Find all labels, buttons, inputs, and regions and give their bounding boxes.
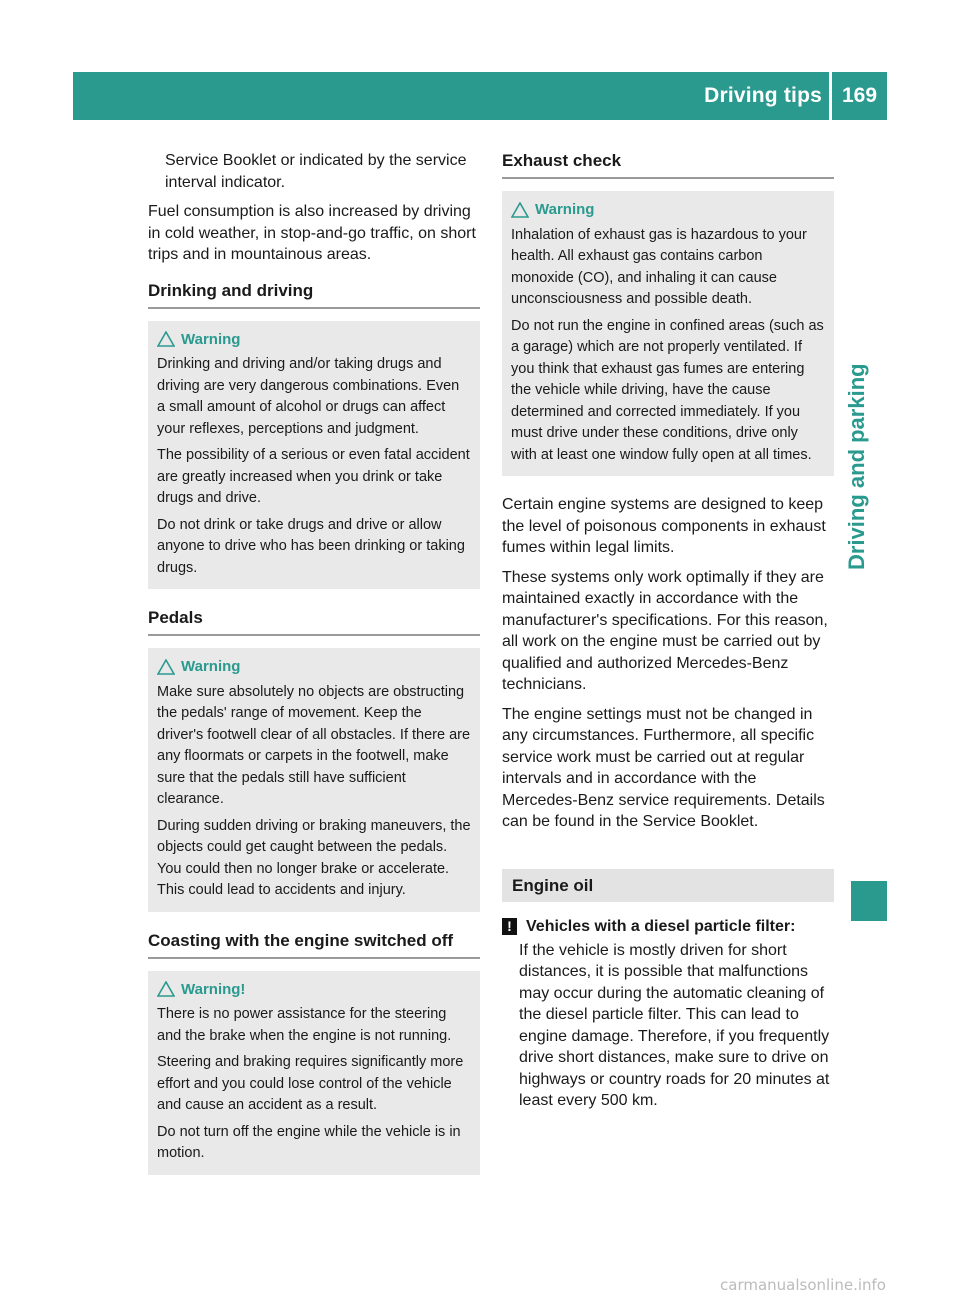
warning-text: During sudden driving or braking maneuvers, the objects could get caught between the pedals. You could then no longer brake or accelerate. This could lead to accidents and injury. (157, 817, 471, 898)
warning-text: The possibility of a serious or even fatal accident are greatly increased when you drink or take drugs and drive. (157, 447, 470, 506)
warning-triangle-icon (157, 659, 175, 675)
section-title-drinking: Drinking and driving (148, 280, 480, 309)
warning-box-drinking (148, 321, 480, 590)
note-header (502, 916, 834, 938)
note-body: If the vehicle is mostly driven for short distances, it is possible that malfunctions may occur during the automatic cleaning of the diesel particle filter. This can lead to engine damage. Therefore, if you frequently drive short distances, make sure to drive on highways or country roads for 20 minutes at least every 500 km. (519, 941, 830, 1109)
warning-triangle-icon (157, 981, 175, 997)
warning-label: Warning (535, 201, 595, 218)
warning-box-pedals (148, 648, 480, 912)
section-title-pedals: Pedals (148, 607, 480, 636)
warning-text: Do not turn off the engine while the vehicle is in motion. (157, 1123, 461, 1161)
warning-triangle-icon (157, 331, 175, 347)
warning-header (157, 656, 471, 678)
warning-box-coasting (148, 971, 480, 1175)
watermark: carmanualsonline.info (720, 1276, 886, 1294)
warning-text: Do not run the engine in confined areas (such as a garage) which are not properly ventilated. If you think that exhaust gas fumes are entering the vehicle while driving, have the cause determined and corrected immediately. If you must drive under these conditions, drive only with at least one window fully open at all times. (511, 317, 824, 463)
warning-text: Make sure absolutely no objects are obstructing the pedals' range of movement. Keep the driver's footwell clear of all obstacles. If there are any floormats or carpets in the footwell, make sure that the pedals still have sufficient clearance. (157, 683, 471, 807)
warning-text: Steering and braking requires significantly more effort and you could lose control of the vehicle and cause an accident as a result. (157, 1054, 464, 1113)
section-heading-engine-oil: Engine oil (502, 869, 834, 903)
warning-box-exhaust (502, 191, 834, 476)
warning-header (157, 979, 471, 1001)
body-paragraph: Certain engine systems are designed to keep the level of poisonous components in exhaust fumes within legal limits. (502, 496, 826, 556)
warning-label: Warning (181, 658, 241, 675)
warning-triangle-icon (511, 202, 529, 218)
side-tab-label: Driving and parking (844, 363, 869, 570)
side-tab-marker (851, 881, 887, 921)
intro-continued: Service Booklet or indicated by the service interval indicator. (165, 152, 467, 191)
warning-label: Warning (181, 330, 241, 348)
body-paragraph: These systems only work optimally if they are maintained exactly in accordance with the manufacturer's specifications. For this reason, all work on the engine must be carried out by qualified and authorized Mercedes-Benz technicians. (502, 568, 828, 693)
exclamation-icon: ! (502, 918, 517, 935)
warning-label: Warning! (181, 980, 246, 998)
warning-header (157, 329, 471, 351)
section-title-coasting: Coasting with the engine switched off (148, 930, 480, 959)
warning-header (511, 199, 825, 221)
warning-text: Inhalation of exhaust gas is hazardous to your health. All exhaust gas contains carbon monoxide (CO), and inhaling it can cause unconsciousness and possible death. (511, 226, 807, 307)
warning-text: Drinking and driving and/or taking drugs and driving are very dangerous combinations. Even a small amount of alcohol or drugs can affect your reflexes, perceptions and judgment. (157, 356, 460, 437)
note-title: Vehicles with a diesel particle filter: (526, 918, 796, 935)
warning-text: Do not drink or take drugs and drive or allow anyone to drive who has been drinking or taking drugs. (157, 516, 465, 576)
warning-text: There is no power assistance for the steering and the brake when the engine is not running. (157, 1006, 452, 1044)
section-title-exhaust: Exhaust check (502, 150, 834, 179)
body-paragraph: The engine settings must not be changed in any circumstances. Furthermore, all specific service work must be carried out at regular intervals and in accordance with the Mercedes-Benz service requirements. Details can be found in the Service Booklet. (502, 705, 825, 830)
right-column (502, 150, 834, 1120)
page-title: Driving tips (704, 84, 822, 107)
left-column (148, 150, 480, 1193)
fuel-paragraph: Fuel consumption is also increased by driving in cold weather, in stop-and-go traffic, on short trips and in mountainous areas. (148, 203, 476, 263)
page-number: 169 (841, 84, 878, 107)
